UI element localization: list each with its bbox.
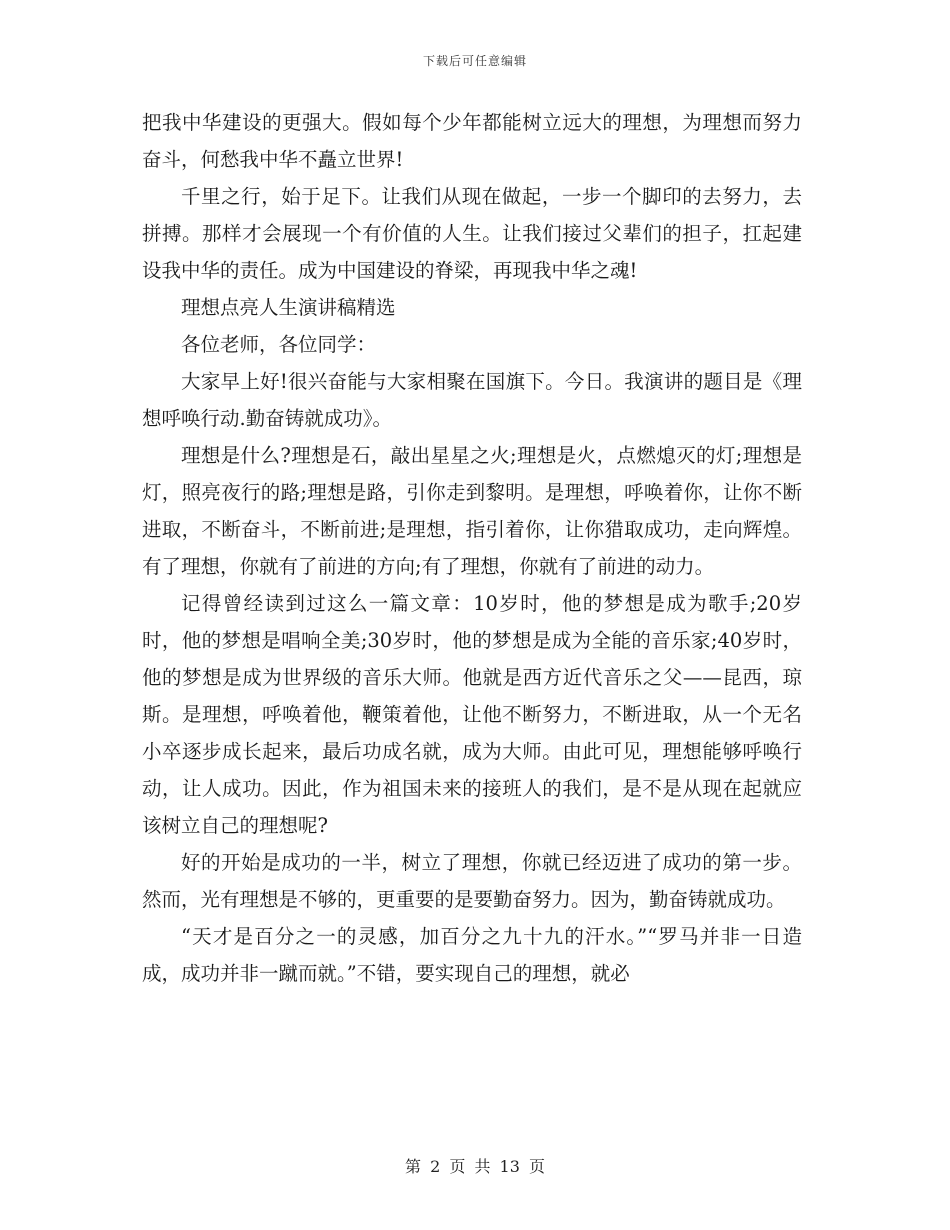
paragraph-8: 好的开始是成功的一半，树立了理想，你就已经迈进了成功的第一步。然而，光有理想是不够的，更重要的是要勤奋努力。因为，勤奋铸就成功。: [142, 851, 802, 911]
greeting: 各位老师，各位同学：: [181, 333, 377, 356]
page-number-footer: 第 2 页 共 13 页: [405, 1157, 545, 1176]
paragraph-5: 大家早上好!很兴奋能与大家相聚在国旗下。今日。我演讲的题目是《理想呼唤行动.勤奋铸就成功》。: [142, 370, 802, 430]
paragraph-1: 把我中华建设的更强大。假如每个少年都能树立远大的理想，为理想而努力奋斗，何愁我中华不矗立世界!: [142, 111, 802, 171]
paragraph-7: 记得曾经读到过这么一篇文章：10岁时，他的梦想是成为歌手;20岁时，他的梦想是唱响全美;30岁时，他的梦想是成为全能的音乐家;40岁时，他的梦想是成为世界级的音乐大师。他就是西方近代音乐之父——昆西，琼斯。是理想，呼唤着他，鞭策着他，让他不断努力，不断进取，从一个无名小卒逐步成长起来，最后功成名就，成为大师。由此可见，理想能够呼唤行动，让人成功。因此，作为祖国未来的接班人的我们，是不是从现在起就应该树立自己的理想呢?: [142, 592, 802, 837]
paragraph-9: “天才是百分之一的灵感，加百分之九十九的汗水。”“罗马并非一日造成，成功并非一蹴而就。”不错，要实现自己的理想，就必: [142, 925, 802, 985]
speech-title: 理想点亮人生演讲稿精选: [181, 296, 396, 319]
paragraph-2: 千里之行，始于足下。让我们从现在做起，一步一个脚印的去努力，去拼搏。那样才会展现一个有价值的人生。让我们接过父辈们的担子，扛起建设我中华的责任。成为中国建设的脊梁，再现我中华之魂!: [142, 185, 802, 282]
paragraph-6: 理想是什么?理想是石，敲出星星之火;理想是火，点燃熄灭的灯;理想是灯，照亮夜行的路;理想是路，引你走到黎明。是理想，呼唤着你，让你不断进取，不断奋斗，不断前进;是理想，指引着你，让你猎取成功，走向辉煌。有了理想，你就有了前进的方向;有了理想，你就有了前进的动力。: [142, 444, 802, 578]
document-body: [142, 104, 802, 992]
page-header: 下载后可任意编辑: [422, 54, 527, 68]
